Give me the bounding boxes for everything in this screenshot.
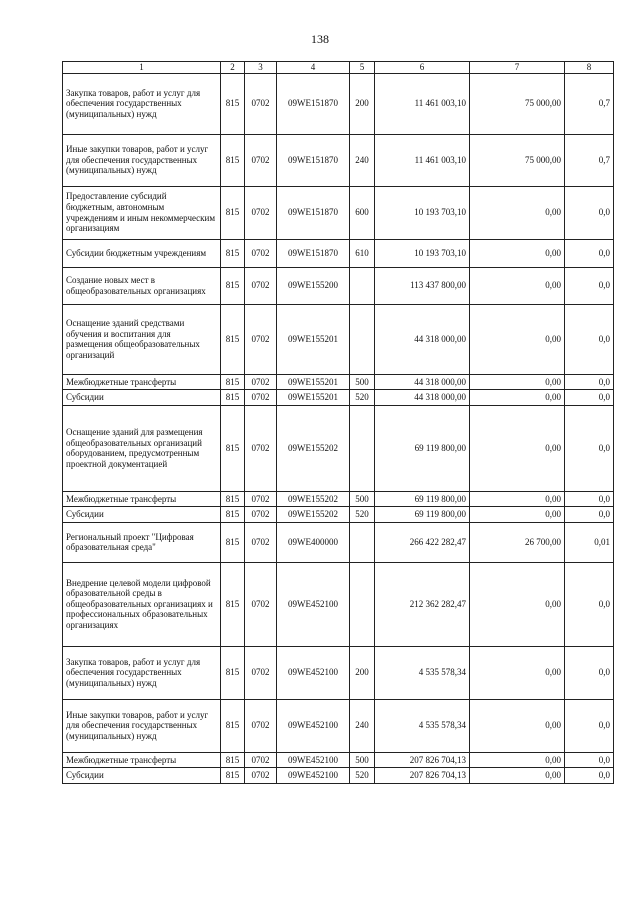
cell-description: Предоставление субсидий бюджетным, автономным учреждениям и иным некоммерческим организациям (63, 186, 221, 239)
cell-target-article: 09WE151870 (277, 134, 350, 186)
cell-admin-code: 815 (221, 768, 245, 784)
cell-description: Субсидии (63, 507, 221, 523)
column-header-7: 7 (470, 62, 565, 74)
cell-plan-amount: 207 826 704,13 (375, 752, 470, 768)
cell-plan-amount: 4 535 578,34 (375, 699, 470, 752)
cell-admin-code: 815 (221, 405, 245, 491)
cell-target-article: 09WE155200 (277, 267, 350, 304)
cell-description: Создание новых мест в общеобразовательных организациях (63, 267, 221, 304)
cell-execution-percent: 0,0 (565, 491, 614, 507)
cell-execution-percent: 0,0 (565, 267, 614, 304)
table-row (63, 267, 614, 304)
column-header-2: 2 (221, 62, 245, 74)
cell-executed-amount: 0,00 (470, 304, 565, 374)
cell-target-article: 09WE151870 (277, 239, 350, 267)
cell-target-article: 09WE452100 (277, 752, 350, 768)
table-row (63, 186, 614, 239)
cell-execution-percent: 0,0 (565, 562, 614, 646)
cell-section-code: 0702 (245, 699, 277, 752)
table-row (63, 239, 614, 267)
cell-plan-amount: 69 119 800,00 (375, 491, 470, 507)
cell-execution-percent: 0,0 (565, 186, 614, 239)
cell-section-code: 0702 (245, 768, 277, 784)
table-row (63, 768, 614, 784)
cell-plan-amount: 207 826 704,13 (375, 768, 470, 784)
cell-execution-percent: 0,01 (565, 522, 614, 562)
cell-section-code: 0702 (245, 507, 277, 523)
cell-executed-amount: 26 700,00 (470, 522, 565, 562)
cell-executed-amount: 0,00 (470, 768, 565, 784)
table-row (63, 304, 614, 374)
cell-plan-amount: 266 422 282,47 (375, 522, 470, 562)
cell-expense-type: 500 (350, 752, 375, 768)
page-number: 138 (311, 32, 329, 46)
cell-executed-amount: 0,00 (470, 239, 565, 267)
cell-expense-type: 520 (350, 507, 375, 523)
cell-execution-percent: 0,0 (565, 699, 614, 752)
cell-description: Межбюджетные трансферты (63, 491, 221, 507)
cell-executed-amount: 0,00 (470, 491, 565, 507)
cell-admin-code: 815 (221, 491, 245, 507)
column-header-1: 1 (63, 62, 221, 74)
cell-section-code: 0702 (245, 374, 277, 390)
table-row (63, 699, 614, 752)
cell-section-code: 0702 (245, 491, 277, 507)
cell-plan-amount: 11 461 003,10 (375, 73, 470, 134)
cell-admin-code: 815 (221, 239, 245, 267)
cell-plan-amount: 212 362 282,47 (375, 562, 470, 646)
cell-target-article: 09WE400000 (277, 522, 350, 562)
cell-target-article: 09WE155201 (277, 390, 350, 406)
cell-plan-amount: 11 461 003,10 (375, 134, 470, 186)
table-row (63, 134, 614, 186)
cell-plan-amount: 10 193 703,10 (375, 186, 470, 239)
cell-target-article: 09WE155201 (277, 304, 350, 374)
cell-admin-code: 815 (221, 752, 245, 768)
column-header-6: 6 (375, 62, 470, 74)
cell-description: Субсидии бюджетным учреждениям (63, 239, 221, 267)
cell-executed-amount: 0,00 (470, 374, 565, 390)
cell-description: Межбюджетные трансферты (63, 374, 221, 390)
cell-expense-type: 520 (350, 390, 375, 406)
cell-target-article: 09WE151870 (277, 186, 350, 239)
cell-section-code: 0702 (245, 239, 277, 267)
cell-section-code: 0702 (245, 522, 277, 562)
cell-executed-amount: 0,00 (470, 267, 565, 304)
cell-expense-type: 600 (350, 186, 375, 239)
cell-description: Внедрение целевой модели цифровой образовательной среды в общеобразовательных организациях и профессиональных образовательных организациях (63, 562, 221, 646)
cell-section-code: 0702 (245, 405, 277, 491)
cell-target-article: 09WE155202 (277, 507, 350, 523)
cell-description: Субсидии (63, 390, 221, 406)
cell-admin-code: 815 (221, 646, 245, 699)
cell-plan-amount: 69 119 800,00 (375, 507, 470, 523)
cell-executed-amount: 0,00 (470, 646, 565, 699)
cell-description: Закупка товаров, работ и услуг для обеспечения государственных (муниципальных) нужд (63, 73, 221, 134)
cell-description: Иные закупки товаров, работ и услуг для обеспечения государственных (муниципальных) нужд (63, 699, 221, 752)
cell-admin-code: 815 (221, 186, 245, 239)
cell-execution-percent: 0,0 (565, 304, 614, 374)
cell-expense-type (350, 304, 375, 374)
cell-section-code: 0702 (245, 304, 277, 374)
cell-description: Межбюджетные трансферты (63, 752, 221, 768)
cell-executed-amount: 0,00 (470, 390, 565, 406)
cell-description: Закупка товаров, работ и услуг для обеспечения государственных (муниципальных) нужд (63, 646, 221, 699)
cell-expense-type: 500 (350, 491, 375, 507)
cell-target-article: 09WE452100 (277, 646, 350, 699)
cell-execution-percent: 0,0 (565, 239, 614, 267)
cell-expense-type: 200 (350, 646, 375, 699)
cell-expense-type: 200 (350, 73, 375, 134)
cell-execution-percent: 0,0 (565, 507, 614, 523)
table-row (63, 507, 614, 523)
cell-description: Субсидии (63, 768, 221, 784)
cell-target-article: 09WE452100 (277, 768, 350, 784)
table-body (63, 73, 614, 783)
cell-section-code: 0702 (245, 562, 277, 646)
cell-plan-amount: 44 318 000,00 (375, 390, 470, 406)
cell-expense-type (350, 267, 375, 304)
cell-plan-amount: 44 318 000,00 (375, 304, 470, 374)
cell-execution-percent: 0,0 (565, 390, 614, 406)
cell-target-article: 09WE155202 (277, 405, 350, 491)
cell-execution-percent: 0,0 (565, 752, 614, 768)
cell-execution-percent: 0,0 (565, 405, 614, 491)
cell-admin-code: 815 (221, 390, 245, 406)
cell-plan-amount: 44 318 000,00 (375, 374, 470, 390)
cell-execution-percent: 0,0 (565, 768, 614, 784)
cell-target-article: 09WE155202 (277, 491, 350, 507)
cell-description: Региональный проект "Цифровая образовательная среда" (63, 522, 221, 562)
cell-plan-amount: 69 119 800,00 (375, 405, 470, 491)
cell-expense-type: 240 (350, 699, 375, 752)
column-header-3: 3 (245, 62, 277, 74)
cell-target-article: 09WE452100 (277, 562, 350, 646)
cell-description: Иные закупки товаров, работ и услуг для обеспечения государственных (муниципальных) нужд (63, 134, 221, 186)
cell-plan-amount: 10 193 703,10 (375, 239, 470, 267)
cell-expense-type: 240 (350, 134, 375, 186)
budget-table (62, 61, 614, 784)
table-row (63, 752, 614, 768)
cell-execution-percent: 0,0 (565, 374, 614, 390)
cell-executed-amount: 75 000,00 (470, 134, 565, 186)
cell-expense-type (350, 562, 375, 646)
cell-description: Оснащение зданий для размещения общеобразовательных организаций оборудованием, предусмотренным проектной документацией (63, 405, 221, 491)
table-row (63, 491, 614, 507)
cell-admin-code: 815 (221, 699, 245, 752)
cell-executed-amount: 0,00 (470, 752, 565, 768)
column-header-8: 8 (565, 62, 614, 74)
header-row (63, 62, 614, 74)
cell-executed-amount: 0,00 (470, 562, 565, 646)
cell-section-code: 0702 (245, 752, 277, 768)
table-row (63, 646, 614, 699)
cell-section-code: 0702 (245, 390, 277, 406)
table-row (63, 390, 614, 406)
cell-expense-type (350, 522, 375, 562)
cell-admin-code: 815 (221, 267, 245, 304)
cell-executed-amount: 75 000,00 (470, 73, 565, 134)
cell-executed-amount: 0,00 (470, 507, 565, 523)
cell-section-code: 0702 (245, 267, 277, 304)
cell-expense-type: 520 (350, 768, 375, 784)
cell-description: Оснащение зданий средствами обучения и воспитания для размещения общеобразовательных организаций (63, 304, 221, 374)
cell-target-article: 09WE151870 (277, 73, 350, 134)
column-header-5: 5 (350, 62, 375, 74)
cell-admin-code: 815 (221, 134, 245, 186)
table-row (63, 405, 614, 491)
cell-expense-type: 500 (350, 374, 375, 390)
cell-executed-amount: 0,00 (470, 405, 565, 491)
cell-executed-amount: 0,00 (470, 186, 565, 239)
cell-admin-code: 815 (221, 507, 245, 523)
cell-admin-code: 815 (221, 374, 245, 390)
cell-section-code: 0702 (245, 186, 277, 239)
cell-admin-code: 815 (221, 73, 245, 134)
cell-execution-percent: 0,7 (565, 73, 614, 134)
cell-execution-percent: 0,7 (565, 134, 614, 186)
cell-admin-code: 815 (221, 522, 245, 562)
cell-target-article: 09WE155201 (277, 374, 350, 390)
cell-admin-code: 815 (221, 304, 245, 374)
cell-executed-amount: 0,00 (470, 699, 565, 752)
column-header-4: 4 (277, 62, 350, 74)
table-row (63, 374, 614, 390)
cell-execution-percent: 0,0 (565, 646, 614, 699)
cell-admin-code: 815 (221, 562, 245, 646)
cell-plan-amount: 113 437 800,00 (375, 267, 470, 304)
cell-section-code: 0702 (245, 73, 277, 134)
table-row (63, 73, 614, 134)
cell-expense-type: 610 (350, 239, 375, 267)
table-row (63, 562, 614, 646)
cell-section-code: 0702 (245, 134, 277, 186)
cell-section-code: 0702 (245, 646, 277, 699)
cell-expense-type (350, 405, 375, 491)
table-row (63, 522, 614, 562)
cell-target-article: 09WE452100 (277, 699, 350, 752)
cell-plan-amount: 4 535 578,34 (375, 646, 470, 699)
